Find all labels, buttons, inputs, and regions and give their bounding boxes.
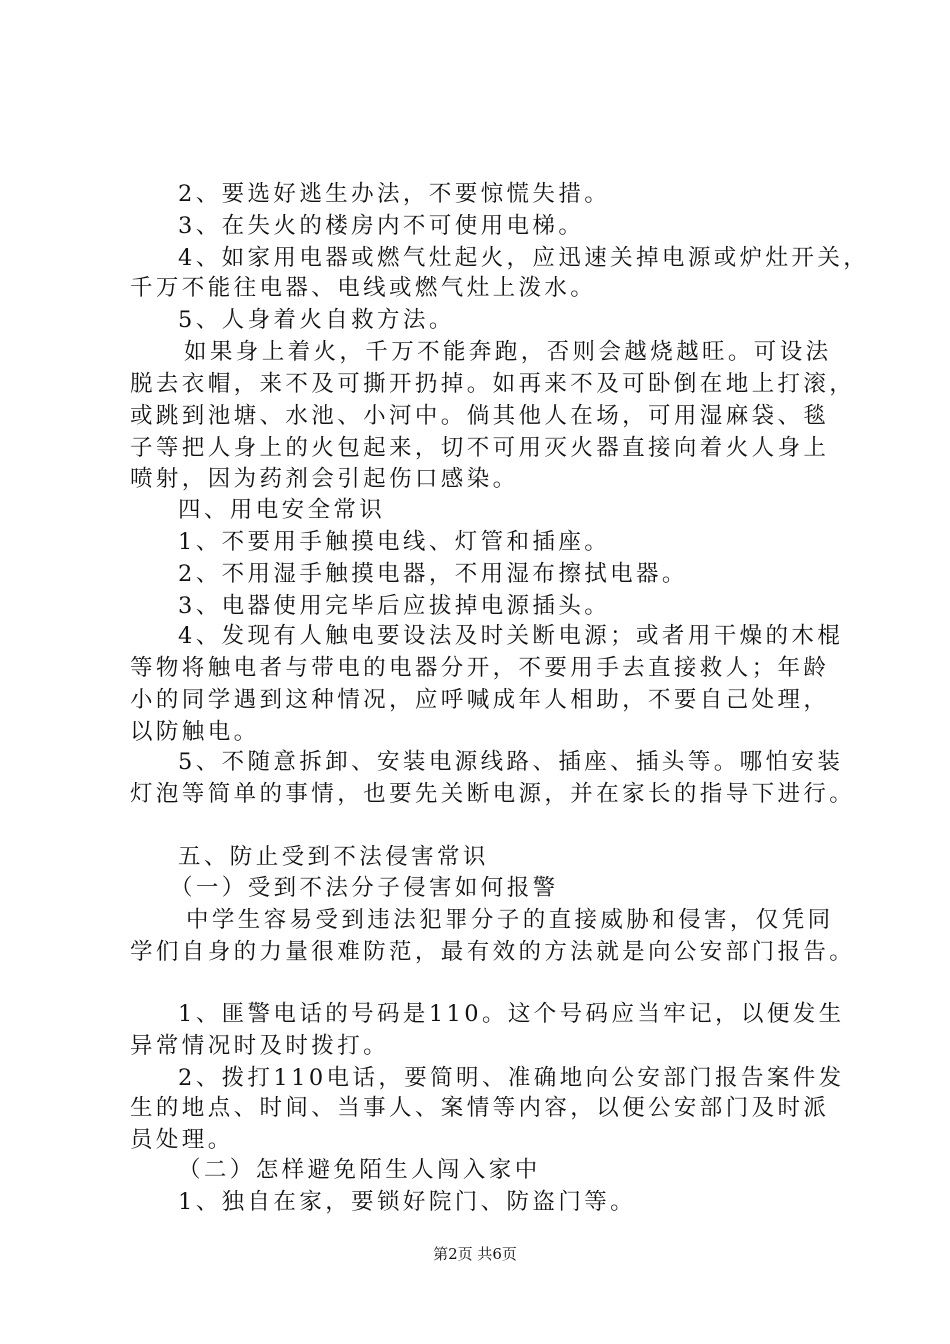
text-line: 等物将触电者与带电的电器分开，不要用手去直接救人；年龄	[130, 655, 830, 681]
text-line: 1、匪警电话的号码是110。这个号码应当牢记，以便发生	[178, 1001, 845, 1027]
text-line: 小的同学遇到这种情况，应呼喊成年人相助，不要自己处理，	[130, 687, 830, 713]
text-line: 脱去衣帽，来不及可撕开扔掉。如再来不及可卧倒在地上打滚，	[130, 371, 856, 397]
text-line: 5、不随意拆卸、安装电源线路、插座、插头等。哪怕安装	[178, 749, 844, 775]
text-line: 3、在失火的楼房内不可使用电梯。	[178, 213, 585, 239]
text-line: 4、发现有人触电要设法及时关断电源；或者用干燥的木棍	[178, 623, 844, 649]
text-line: 1、不要用手触摸电线、灯管和插座。	[178, 529, 611, 555]
text-line: 以防触电。	[130, 719, 260, 745]
section-heading: 四、用电安全常识	[178, 497, 386, 523]
text-line: 子等把人身上的火包起来，切不可用灭火器直接向着火人身上	[130, 435, 830, 461]
text-line: 2、要选好逃生办法，不要惊慌失措。	[178, 181, 611, 207]
text-line: 异常情况时及时拨打。	[130, 1033, 390, 1059]
subsection-heading: （一）受到不法分子侵害如何报警	[170, 875, 559, 901]
text-line: 5、人身着火自救方法。	[178, 307, 455, 333]
text-line: 3、电器使用完毕后应拔掉电源插头。	[178, 593, 611, 619]
text-line: 灯泡等简单的事情，也要先关断电源，并在家长的指导下进行。	[130, 781, 856, 807]
text-line: 中学生容易受到违法犯罪分子的直接威胁和侵害，仅凭同	[186, 907, 834, 933]
text-line: 1、独自在家，要锁好院门、防盗门等。	[178, 1189, 637, 1215]
text-line: 或跳到池塘、水池、小河中。倘其他人在场，可用湿麻袋、毯	[130, 403, 830, 429]
text-line: 学们自身的力量很难防范，最有效的方法就是向公安部门报告。	[130, 939, 856, 965]
text-line: 千万不能往电器、电线或燃气灶上泼水。	[130, 275, 597, 301]
text-line: 生的地点、时间、当事人、案情等内容，以便公安部门及时派	[130, 1095, 830, 1121]
page-number-footer: 第2页 共6页	[433, 1245, 517, 1263]
text-line: 2、拨打110电话，要简明、准确地向公安部门报告案件发	[178, 1065, 845, 1091]
text-line: 4、如家用电器或燃气灶起火，应迅速关掉电源或炉灶开关，	[178, 245, 870, 271]
text-line: 员处理。	[130, 1127, 234, 1153]
text-line: 2、不用湿手触摸电器，不用湿布擦拭电器。	[178, 561, 688, 587]
text-line: 如果身上着火，千万不能奔跑，否则会越烧越旺。可设法	[184, 339, 832, 365]
section-heading: 五、防止受到不法侵害常识	[178, 844, 489, 870]
text-line: 喷射，因为药剂会引起伤口感染。	[130, 466, 519, 492]
subsection-heading: （二）怎样避免陌生人闯入家中	[178, 1157, 541, 1183]
